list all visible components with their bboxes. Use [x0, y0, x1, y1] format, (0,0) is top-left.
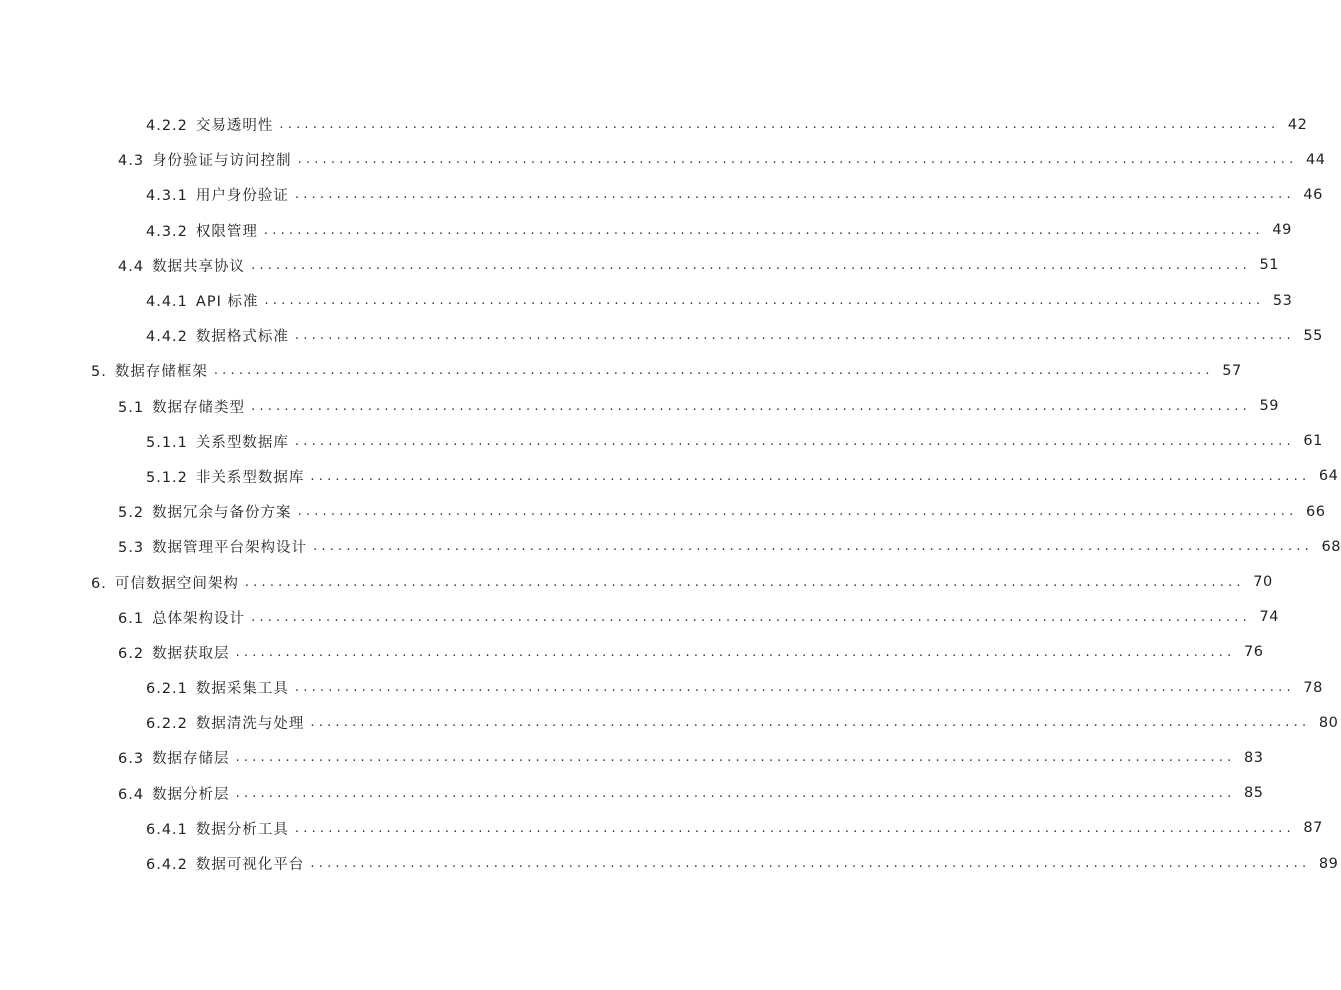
toc-entry-number: 6.2: [118, 645, 145, 662]
toc-entry-heading: [118, 642, 230, 663]
toc-entry-number: 5.3: [118, 540, 145, 557]
toc-entry-page-number: 85: [1244, 785, 1264, 802]
toc-entry-number: 4.3.1: [146, 188, 188, 205]
toc-entry-title: 数据存储框架: [114, 364, 208, 381]
toc-entry-number: 4.2.2: [146, 118, 188, 135]
dot-leader: ........................................................................................................................: [294, 680, 1295, 696]
toc-entry[interactable]: [0, 564, 1273, 599]
toc-entry[interactable]: [0, 740, 1264, 775]
toc-entry-heading: [118, 747, 230, 768]
toc-entry[interactable]: [0, 107, 1308, 142]
toc-entry[interactable]: [0, 459, 1339, 494]
toc-entry-heading: [118, 607, 245, 628]
toc-entry-title: 数据采集工具: [195, 681, 289, 698]
toc-entry-heading: [91, 360, 208, 381]
toc-entry-number: 6.4: [118, 786, 145, 803]
toc-entry-page-number: 59: [1259, 398, 1279, 415]
toc-entry-title: 交易透明性: [195, 118, 274, 135]
toc-entry-number: 6.1: [118, 610, 145, 627]
toc-entry-number: 6.: [91, 575, 107, 592]
toc-entry[interactable]: [0, 776, 1264, 811]
toc-entry-title: 数据获取层: [152, 645, 230, 662]
dot-leader: ........................................................................................................................: [251, 609, 1251, 625]
toc-entry[interactable]: [0, 705, 1339, 740]
toc-entry-page-number: 76: [1244, 644, 1264, 661]
toc-entry-page-number: 51: [1259, 257, 1279, 274]
dot-leader: ........................................................................................................................: [310, 715, 1311, 731]
toc-entry[interactable]: [0, 318, 1323, 353]
toc-entry-number: 4.3.2: [146, 223, 188, 240]
toc-entry-title: 数据分析层: [152, 786, 230, 803]
toc-entry[interactable]: [0, 635, 1264, 670]
dot-leader: ........................................................................................................................: [294, 433, 1295, 449]
dot-leader: ........................................................................................................................: [213, 363, 1214, 379]
toc-entry-page-number: 44: [1306, 151, 1326, 168]
toc-entry[interactable]: [0, 846, 1339, 881]
toc-entry-page-number: 80: [1318, 714, 1339, 731]
dot-leader: ........................................................................................................................: [297, 504, 1298, 520]
toc-entry-title: 非关系型数据库: [195, 469, 305, 486]
dot-leader: ........................................................................................................................: [310, 468, 1311, 484]
dot-leader: ........................................................................................................................: [279, 117, 1280, 133]
toc-entry[interactable]: [0, 283, 1293, 318]
toc-entry-page-number: 42: [1287, 116, 1308, 133]
toc-entry-heading: [146, 220, 258, 241]
toc-entry-number: 4.4.2: [146, 329, 188, 346]
toc-entry-title: 数据清洗与处理: [195, 716, 305, 733]
dot-leader: ........................................................................................................................: [264, 293, 1265, 309]
toc-entry-page-number: 53: [1272, 292, 1293, 309]
toc-entry-title: 数据存储类型: [152, 399, 246, 416]
toc-entry-page-number: 87: [1303, 820, 1323, 837]
toc-entry-page-number: 61: [1303, 433, 1323, 450]
toc-entry[interactable]: [0, 600, 1279, 635]
toc-entry-heading: [118, 255, 245, 276]
dot-leader: ........................................................................................................................: [263, 222, 1264, 238]
toc-entry[interactable]: [0, 177, 1323, 212]
toc-entry-page-number: 57: [1222, 362, 1242, 379]
toc-entry-heading: [118, 783, 230, 804]
toc-entry-heading: [91, 572, 239, 593]
toc-entry-page-number: 55: [1303, 327, 1323, 344]
toc-entry-heading: [146, 853, 304, 874]
dot-leader: ........................................................................................................................: [251, 257, 1251, 273]
dot-leader: ........................................................................................................................: [294, 328, 1295, 344]
toc-entry-number: 6.2.1: [146, 681, 188, 698]
toc-entry-page-number: 83: [1244, 749, 1264, 766]
toc-entry-page-number: 89: [1318, 855, 1339, 872]
toc-entry-heading: [146, 677, 289, 698]
toc-entry-title: 数据共享协议: [152, 258, 246, 275]
toc-entry-title: 关系型数据库: [195, 434, 289, 451]
toc-entry-title: 权限管理: [195, 223, 258, 240]
table-of-contents: [0, 107, 1341, 881]
dot-leader: ........................................................................................................................: [294, 820, 1295, 836]
toc-entry-number: 4.3: [118, 153, 145, 170]
toc-entry[interactable]: [0, 811, 1323, 846]
dot-leader: ........................................................................................................................: [313, 539, 1313, 555]
toc-entry-number: 6.4.2: [146, 857, 188, 874]
toc-entry-title: 数据管理平台架构设计: [152, 540, 308, 557]
toc-entry-number: 6.4.1: [146, 821, 188, 838]
toc-entry-heading: [118, 149, 292, 170]
toc-entry-title: 数据存储层: [152, 751, 230, 768]
toc-entry-page-number: 74: [1259, 609, 1279, 626]
toc-entry-heading: [146, 818, 289, 839]
toc-entry[interactable]: [0, 353, 1242, 388]
toc-entry-page-number: 78: [1303, 679, 1323, 696]
dot-leader: ........................................................................................................................: [297, 152, 1298, 168]
toc-entry-heading: [146, 431, 289, 452]
toc-entry-title: 可信数据空间架构: [114, 575, 239, 592]
toc-entry[interactable]: [0, 213, 1292, 248]
toc-entry[interactable]: [0, 389, 1279, 424]
toc-entry-number: 4.4: [118, 258, 145, 275]
toc-entry-number: 5.2: [118, 505, 145, 522]
toc-entry-heading: [146, 466, 304, 487]
toc-entry[interactable]: [0, 494, 1326, 529]
toc-entry-number: 5.: [91, 364, 107, 381]
toc-entry-heading: [118, 501, 292, 522]
toc-entry-page-number: 70: [1253, 574, 1273, 591]
toc-entry-number: 6.2.2: [146, 716, 188, 733]
dot-leader: ........................................................................................................................: [235, 785, 1236, 801]
toc-entry[interactable]: [0, 529, 1341, 564]
toc-entry-heading: [146, 712, 304, 733]
toc-entry[interactable]: [0, 670, 1323, 705]
toc-entry-page-number: 49: [1272, 222, 1292, 239]
toc-entry-heading: [146, 290, 258, 311]
dot-leader: ........................................................................................................................: [235, 644, 1236, 660]
toc-list: [0, 107, 1341, 881]
toc-entry-title: 数据分析工具: [195, 821, 289, 838]
dot-leader: ........................................................................................................................: [251, 398, 1251, 414]
toc-entry-title: 数据格式标准: [195, 329, 289, 346]
toc-entry-page-number: 64: [1318, 468, 1339, 485]
dot-leader: ........................................................................................................................: [310, 856, 1311, 872]
toc-entry-number: 5.1.2: [146, 469, 188, 486]
toc-entry-title: 总体架构设计: [152, 610, 246, 627]
toc-entry-page-number: 66: [1306, 503, 1326, 520]
toc-entry-number: 4.4.1: [146, 294, 188, 311]
toc-entry-title: 数据可视化平台: [195, 857, 305, 874]
toc-entry-title: 身份验证与访问控制: [152, 153, 292, 170]
toc-entry[interactable]: [0, 142, 1326, 177]
toc-entry[interactable]: [0, 248, 1279, 283]
toc-entry-heading: [118, 396, 245, 417]
toc-entry[interactable]: [0, 424, 1323, 459]
toc-entry-heading: [146, 114, 273, 135]
toc-entry-heading: [118, 536, 307, 557]
toc-entry-title: API 标准: [195, 294, 259, 311]
toc-entry-title: 数据冗余与备份方案: [152, 505, 292, 522]
toc-entry-page-number: 68: [1321, 538, 1341, 555]
toc-entry-number: 5.1: [118, 399, 145, 416]
toc-entry-number: 6.3: [118, 751, 145, 768]
toc-entry-heading: [146, 184, 289, 205]
dot-leader: ........................................................................................................................: [244, 574, 1245, 590]
toc-entry-title: 用户身份验证: [195, 188, 289, 205]
toc-entry-heading: [146, 325, 289, 346]
dot-leader: ........................................................................................................................: [235, 750, 1236, 766]
toc-entry-number: 5.1.1: [146, 434, 188, 451]
toc-entry-page-number: 46: [1303, 186, 1323, 203]
dot-leader: ........................................................................................................................: [294, 187, 1295, 203]
